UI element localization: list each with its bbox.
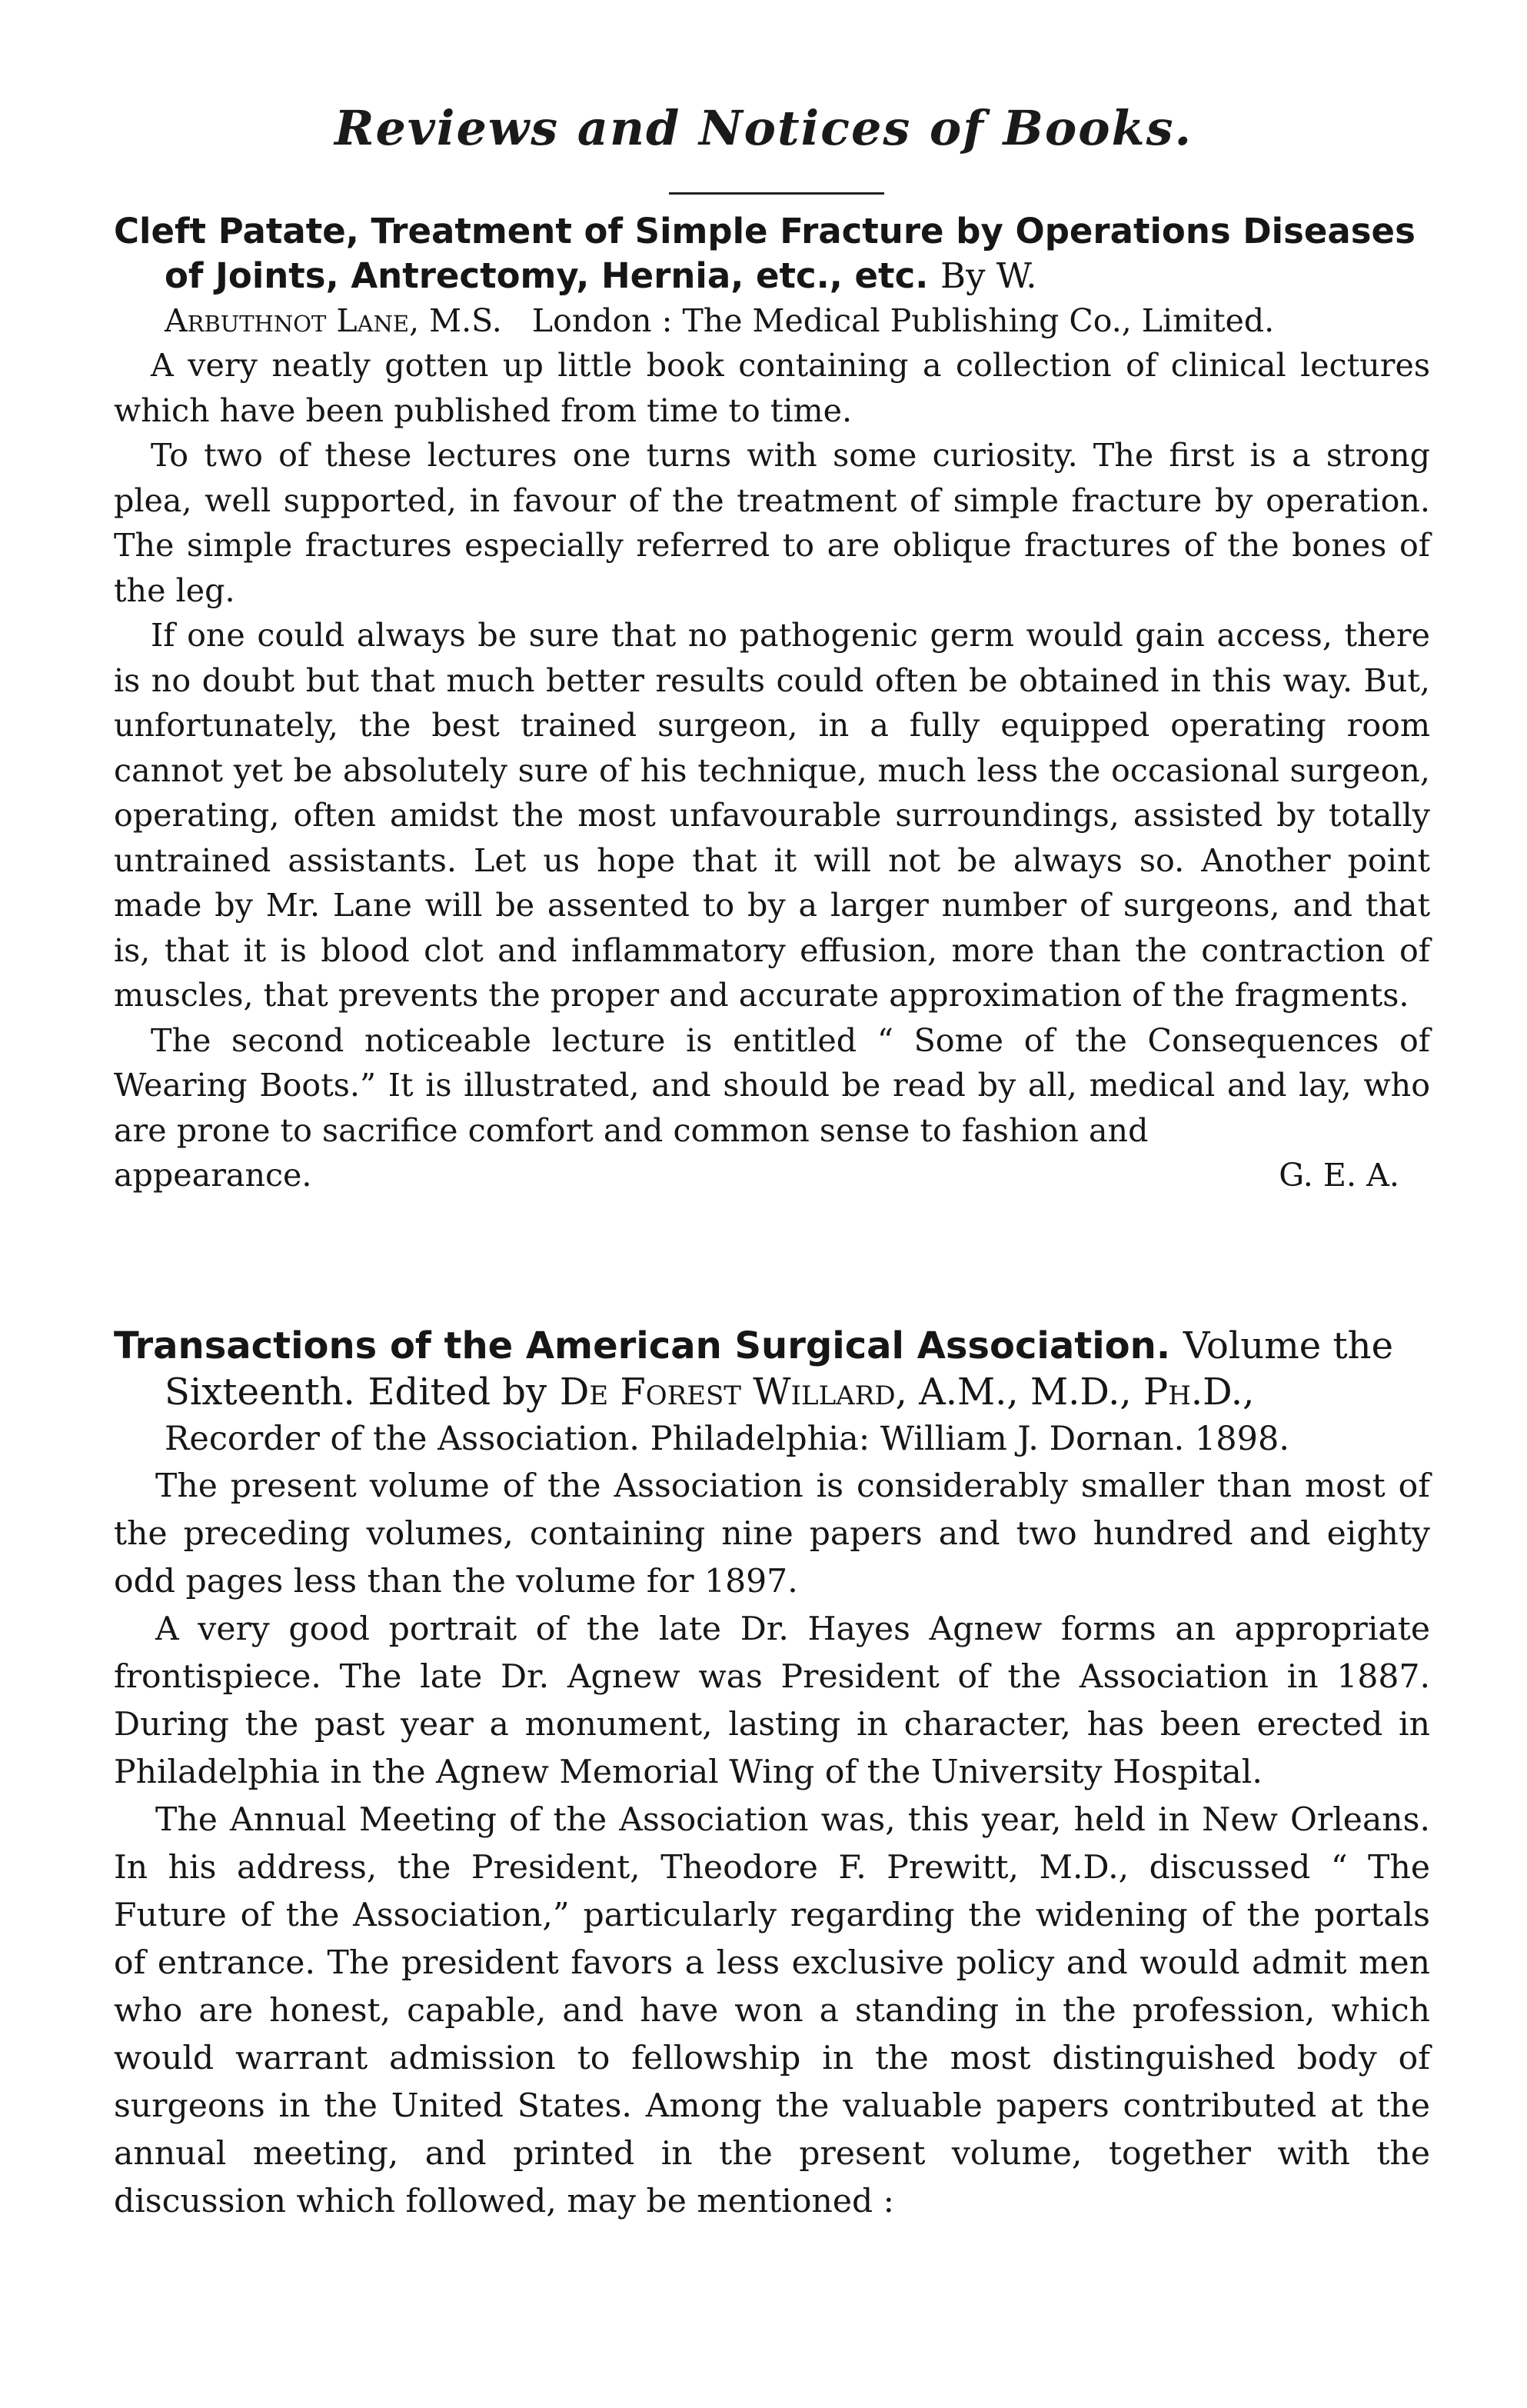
review-title-text: Transactions of the American Surgical Association. [114,1324,1171,1367]
review-paragraph: A very good portrait of the late Dr. Hayes Agnew forms an appropriate frontispiece. The late Dr. Agnew was President of the Association in 1887. During the past year a monument, lasting in character, has been erected in Philadelphia in the Agnew Memorial Wing of the University Hospital. [114,1610,1430,1791]
review-paragraph: If one could always be sure that no pathogenic germ would gain access, there is no doubt but that much better results could often be obtained in this way. But, unfortunately, the best trained surgeon, in a fully equipped operating room cannot yet be absolutely sure of his technique, much less the occasional surgeon, operating, often amidst the most unfavourable surroundings, assisted by totally untrained assistants. Let us hope that it will not be always so. Another point made by Mr. Lane will be assented to by a larger number of surgeons, and that is, that it is blood clot and inflammatory effusion, more than the contraction of muscles, that prevents the proper and accurate approximation of the fragments. [114,617,1430,1014]
review-paragraph: A very neatly gotten up little book containing a collection of clinical lectures which have been published from time to time. [114,347,1430,429]
review-volume: Volume the Sixteenth. [165,1324,1393,1414]
heading-rule [669,192,884,195]
review-by: By W. [940,255,1037,296]
review-editor: De Forest Willard, A.M., M.D., Ph.D., [559,1371,1255,1414]
review-signoff [114,1153,1430,1198]
review-surgical-transactions [114,1323,1430,2226]
review-publisher: London : The Medical Publishing Co., Limited. [531,302,1275,339]
review-paragraph: The second noticeable lecture is entitled “ Some of the Consequences of Wearing Boots.” It is illustrated, and should be read by all, medical and lay, who are prone to sacrifice comfort and common sense to fashion and [114,1021,1430,1149]
reviewer-signature: G. E. A. [1279,1157,1399,1194]
review-title-text: Cleft Patate, Treatment of Simple Fracture by Operations Diseases of Joints, Antrectomy, Hernia, etc., etc. [114,211,1416,296]
review-edited-by: Edited by [368,1371,547,1414]
review-paragraph: The Annual Meeting of the Association was, this year, held in New Orleans. In his address, the President, Theodore F. Prewitt, M.D., discussed “ The Future of the Association,” particularly regarding the widening of the portals of entrance. The president favors a less exclusive policy and would admit men who are honest, capable, and have won a standing in the profession, which would warrant admission to fellowship in the most distinguished body of surgeons in the United States. Among the valuable papers contributed at the annual meeting, and printed in the present volume, together with the discussion which followed, may be mentioned : [114,1801,1430,2220]
review-author: Arbuthnot Lane, M.S. [165,302,502,339]
review-last-line: appearance. [114,1157,312,1194]
review-title [114,209,1430,298]
review-title [114,1323,1430,1415]
review-paragraph: The present volume of the Association is considerably smaller than most of the preceding volumes, containing nine papers and two hundred and eighty odd pages less than the volume for 1897. [114,1467,1430,1600]
review-meta [114,298,1430,343]
review-cleft-palate [114,209,1430,1198]
review-recorder: Recorder of the Association. Philadelphia: William J. Dornan. 1898. [165,1420,1290,1458]
review-paragraph: To two of these lectures one turns with some curiosity. The first is a strong plea, well supported, in favour of the treatment of simple fracture by operation. The simple fractures especially referred to are oblique fractures of the bones of the leg. [114,437,1430,609]
section-heading: Reviews and Notices of Books. [334,100,1193,156]
